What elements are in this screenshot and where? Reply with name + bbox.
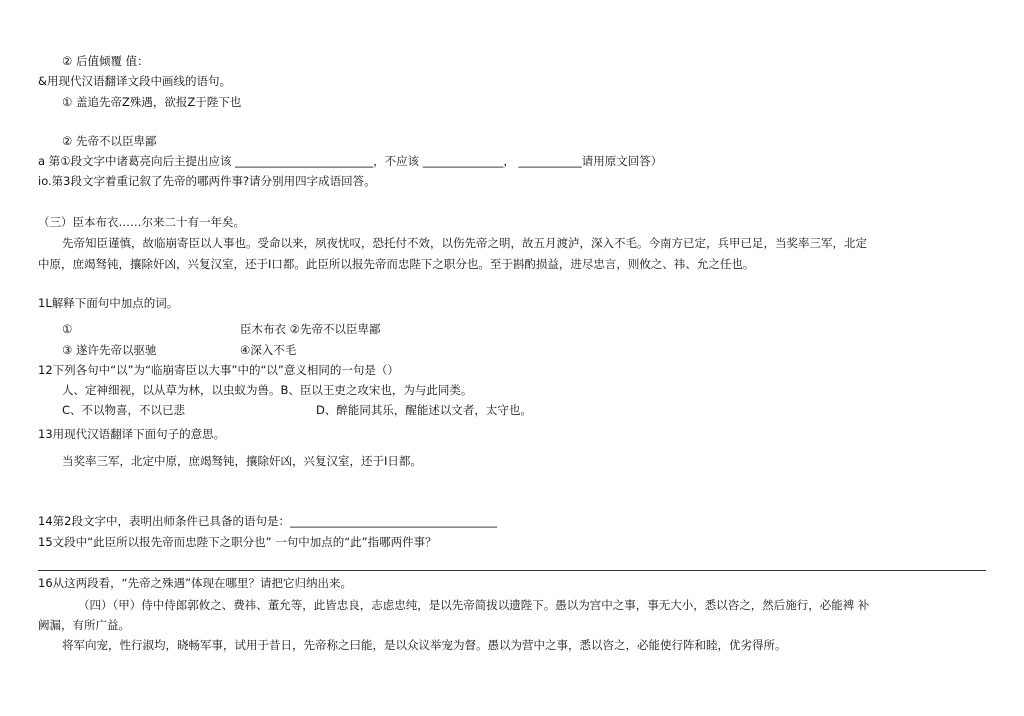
question-8-sentence-1: ① 盖追先帝Z殊遇，欲报Z于陛下也 (62, 95, 242, 109)
question-12-prompt: 12下列各句中“以”为“临崩寄臣以大事”中的“以”意义相同的一句是（） (38, 363, 399, 377)
section-divider (38, 570, 986, 571)
section-4-passage-line-3: 将军向宠，性行淑均，晓畅军事，试用于昔日，先帝称之曰能，是以众议举宠为督。愚以为营中之事，悉以咨之，必能使行阵和睦，优劣得所。 (62, 638, 787, 652)
question-11-item-1: ① (62, 322, 73, 336)
question-13-prompt: 13用现代汉语翻译下面句子的意思。 (38, 427, 226, 441)
item-2-heading: ② 后值倾覆 值： (62, 54, 149, 68)
question-8-sentence-2: ② 先帝不以臣卑鄙 (62, 134, 157, 148)
section-4-passage-line-2: 阙漏，有所广益。 (38, 618, 130, 632)
question-12-option-d: D、醉能同其乐，醒能述以文者，太守也。 (316, 403, 532, 417)
question-12-option-c: C、不以物喜，不以已悲 (62, 403, 186, 417)
section-3-heading: （三）臣本布衣……尔来二十有一年矣。 (38, 215, 245, 229)
question-13-sentence: 当奖率三军，北定中原，庶竭驽钝，攘除奸凶，兴复汉室，还于I日都。 (62, 454, 422, 468)
question-15-prompt: 15文段中“此臣所以报先帝而忠陛下之职分也” 一句中加点的“此”指哪两件事？ (38, 535, 437, 549)
question-12-options-ab: 人、定神细视，以从草为林，以虫蚁为兽。B、臣以王吏之攻宋也，为与此同类。 (62, 383, 473, 397)
question-11-item-4: ④深入不毛 (240, 343, 297, 357)
question-9-prompt: a 第①段文字中诸葛亮向后主提出应该 ________________________，不应该 ______________， ___________请用原文回答） (38, 154, 663, 168)
passage-line-1: 先帝知臣谨慎，故临崩寄臣以人事也。受命以来，夙夜忧叹，恐托付不效，以伤先帝之明，故五月渡泸，深入不毛。今南方已定，兵甲已足，当奖率三军，北定 (62, 236, 867, 250)
question-10-prompt: io.第3段文字着重记叙了先帝的哪两件事?请分别用四字成语回答。 (38, 174, 376, 188)
question-14-prompt: 14第2段文字中，表明出师条件已具备的语句是：____________________________________ (38, 514, 497, 528)
question-11-item-1-2: 臣木布衣 ②先帝不以臣卑鄙 (240, 322, 381, 336)
question-11-prompt: 1L解释下面句中加点的词。 (38, 296, 179, 310)
section-4-passage-line-1: （四）（甲）侍中侍郎郭攸之、费祎、董允等，此皆忠良，志虑忠纯，是以先帝简拔以遗陛下。愚以为宫中之事，事无大小，悉以咨之，然后施行，必能裨 补 (78, 598, 870, 612)
question-8-prompt: &用现代汉语翻译文段中画线的语句。 (38, 74, 231, 88)
question-16-prompt: 16从这两段看，“先帝之殊遇”体现在哪里？请把它归纳出来。 (38, 576, 353, 590)
passage-line-2: 中原，庶竭驽钝，攘除奸凶，兴复汉室，还于I口都。此臣所以报先帝而忠陛下之职分也。至于斟酌损益，进尽忠言，则攸之、祎、允之任也。 (38, 257, 755, 271)
question-11-item-3: ③ 遂许先帝以驱驰 (62, 343, 157, 357)
